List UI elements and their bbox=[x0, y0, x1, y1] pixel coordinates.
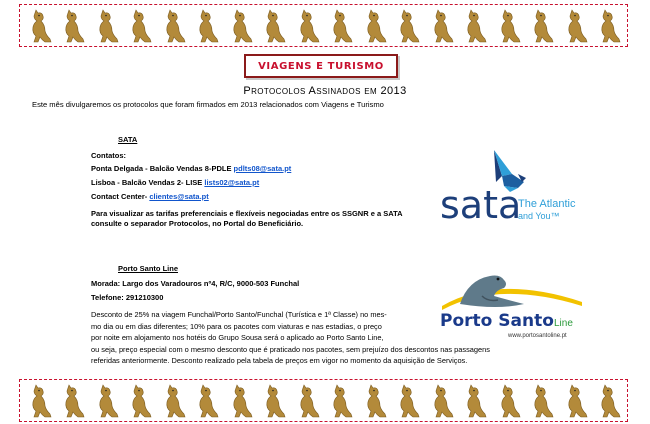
kangaroo-icon bbox=[327, 9, 353, 43]
porto-santo-heading: Porto Santo Line bbox=[118, 264, 178, 273]
porto-santo-address: Morada: Largo dos Varadouros nº4, R/C, 9000-503 Funchal bbox=[91, 279, 300, 288]
kangaroo-icon bbox=[126, 384, 152, 418]
kangaroo-icon bbox=[193, 384, 219, 418]
kangaroo-icon bbox=[126, 9, 152, 43]
sata-contact-line-2 bbox=[91, 178, 259, 187]
sata-contact-line-3 bbox=[91, 192, 209, 201]
sata-logo bbox=[438, 146, 584, 228]
svg-text:Line: Line bbox=[554, 318, 573, 329]
kangaroo-icon bbox=[595, 9, 621, 43]
kangaroo-icon bbox=[227, 9, 253, 43]
porto-santo-desc-line: Desconto de 25% na viagem Funchal/Porto Santo/Funchal (Turística e 1ª Classe) no mes- bbox=[91, 310, 387, 319]
kangaroo-icon bbox=[461, 9, 487, 43]
sata-contact-line-1-text: Ponta Delgada - Balcão Vendas 8-PDLE bbox=[91, 164, 234, 173]
porto-santo-logo bbox=[438, 266, 586, 342]
sata-email-link-1[interactable]: pdlts08@sata.pt bbox=[233, 164, 292, 173]
kangaroo-icon bbox=[495, 384, 521, 418]
svg-text:The Atlantic: The Atlantic bbox=[518, 198, 576, 210]
kangaroo-icon bbox=[394, 384, 420, 418]
kangaroo-icon bbox=[260, 9, 286, 43]
porto-santo-desc-line: mo dia ou em dias diferentes; 10% para os pacotes com viaturas e nas estadias, o preço bbox=[91, 321, 382, 331]
kangaroo-icon bbox=[59, 9, 85, 43]
kangaroo-icon bbox=[562, 384, 588, 418]
sata-contact-line-2-text: Lisboa - Balcão Vendas 2- LISE bbox=[91, 178, 205, 187]
kangaroo-icon bbox=[327, 384, 353, 418]
sata-bird-icon bbox=[438, 146, 584, 228]
kangaroo-icon bbox=[93, 384, 119, 418]
svg-text:sata: sata bbox=[440, 183, 522, 227]
kangaroo-icon bbox=[562, 9, 588, 43]
porto-santo-desc-line: referidas anteriormente. Desconto realizado pela tabela de preços em vigor no momento da aquisição de Serviços. bbox=[91, 356, 468, 365]
porto-santo-phone: Telefone: 291210300 bbox=[91, 293, 164, 302]
section-title: VIAGENS E TURISMO bbox=[258, 60, 384, 72]
kangaroo-icon bbox=[160, 384, 186, 418]
kangaroo-icon bbox=[361, 384, 387, 418]
kangaroo-icon bbox=[227, 384, 253, 418]
sata-email-link-3[interactable]: clientes@sata.pt bbox=[149, 192, 209, 201]
porto-santo-desc-line: por noite em alojamento nos hotéis do Grupo Sousa será o aplicado ao Porto Santo Line, bbox=[91, 333, 384, 342]
sata-heading: SATA bbox=[118, 135, 138, 144]
kangaroo-icon bbox=[294, 9, 320, 43]
kangaroo-icon bbox=[294, 384, 320, 418]
sata-note-line-2: consulte o separador Protocolos, no Portal do Beneficiário. bbox=[91, 219, 304, 228]
kangaroo-icon bbox=[26, 9, 52, 43]
sata-email-link-2[interactable]: lists02@sata.pt bbox=[204, 178, 260, 187]
kangaroo-icon bbox=[394, 9, 420, 43]
sata-note-line-1: Para visualizar as tarifas preferenciais e flexíveis negociadas entre os SSGNR e a SATA bbox=[91, 209, 403, 218]
kangaroo-icon bbox=[160, 9, 186, 43]
kangaroo-icon bbox=[59, 384, 85, 418]
sata-contact-line-3-text: Contact Center- bbox=[91, 192, 150, 201]
bottom-decorative-border bbox=[19, 379, 628, 422]
kangaroo-icon bbox=[461, 384, 487, 418]
kangaroo-icon bbox=[361, 9, 387, 43]
kangaroo-icon bbox=[595, 384, 621, 418]
sata-contacts-label: Contatos: bbox=[91, 151, 126, 160]
kangaroo-icon bbox=[26, 384, 52, 418]
sata-contact-line-1 bbox=[91, 164, 291, 173]
kangaroo-icon bbox=[528, 384, 554, 418]
kangaroo-icon bbox=[495, 9, 521, 43]
section-title-box bbox=[244, 54, 398, 78]
kangaroo-icon bbox=[528, 9, 554, 43]
kangaroo-icon bbox=[428, 9, 454, 43]
intro-text: Este mês divulgaremos os protocolos que foram firmados em 2013 relacionados com Viagens e Turismo bbox=[32, 100, 384, 109]
top-decorative-border bbox=[19, 4, 628, 47]
svg-text:and You™: and You™ bbox=[518, 211, 560, 221]
kangaroo-icon bbox=[428, 384, 454, 418]
svg-text:www.portosantoline.pt: www.portosantoline.pt bbox=[508, 333, 567, 339]
svg-text:Porto Santo: Porto Santo bbox=[440, 311, 554, 331]
kangaroo-icon bbox=[93, 9, 119, 43]
kangaroo-icon bbox=[193, 9, 219, 43]
porto-santo-desc-line: ou seja, preço especial com o mesmo desconto que é praticado nos pacotes, sem prejuízo dos descontos nas passagens bbox=[91, 344, 490, 354]
kangaroo-icon bbox=[260, 384, 286, 418]
seal-icon bbox=[438, 266, 586, 342]
page-subtitle: Protocolos Assinados em 2013 bbox=[243, 85, 407, 97]
